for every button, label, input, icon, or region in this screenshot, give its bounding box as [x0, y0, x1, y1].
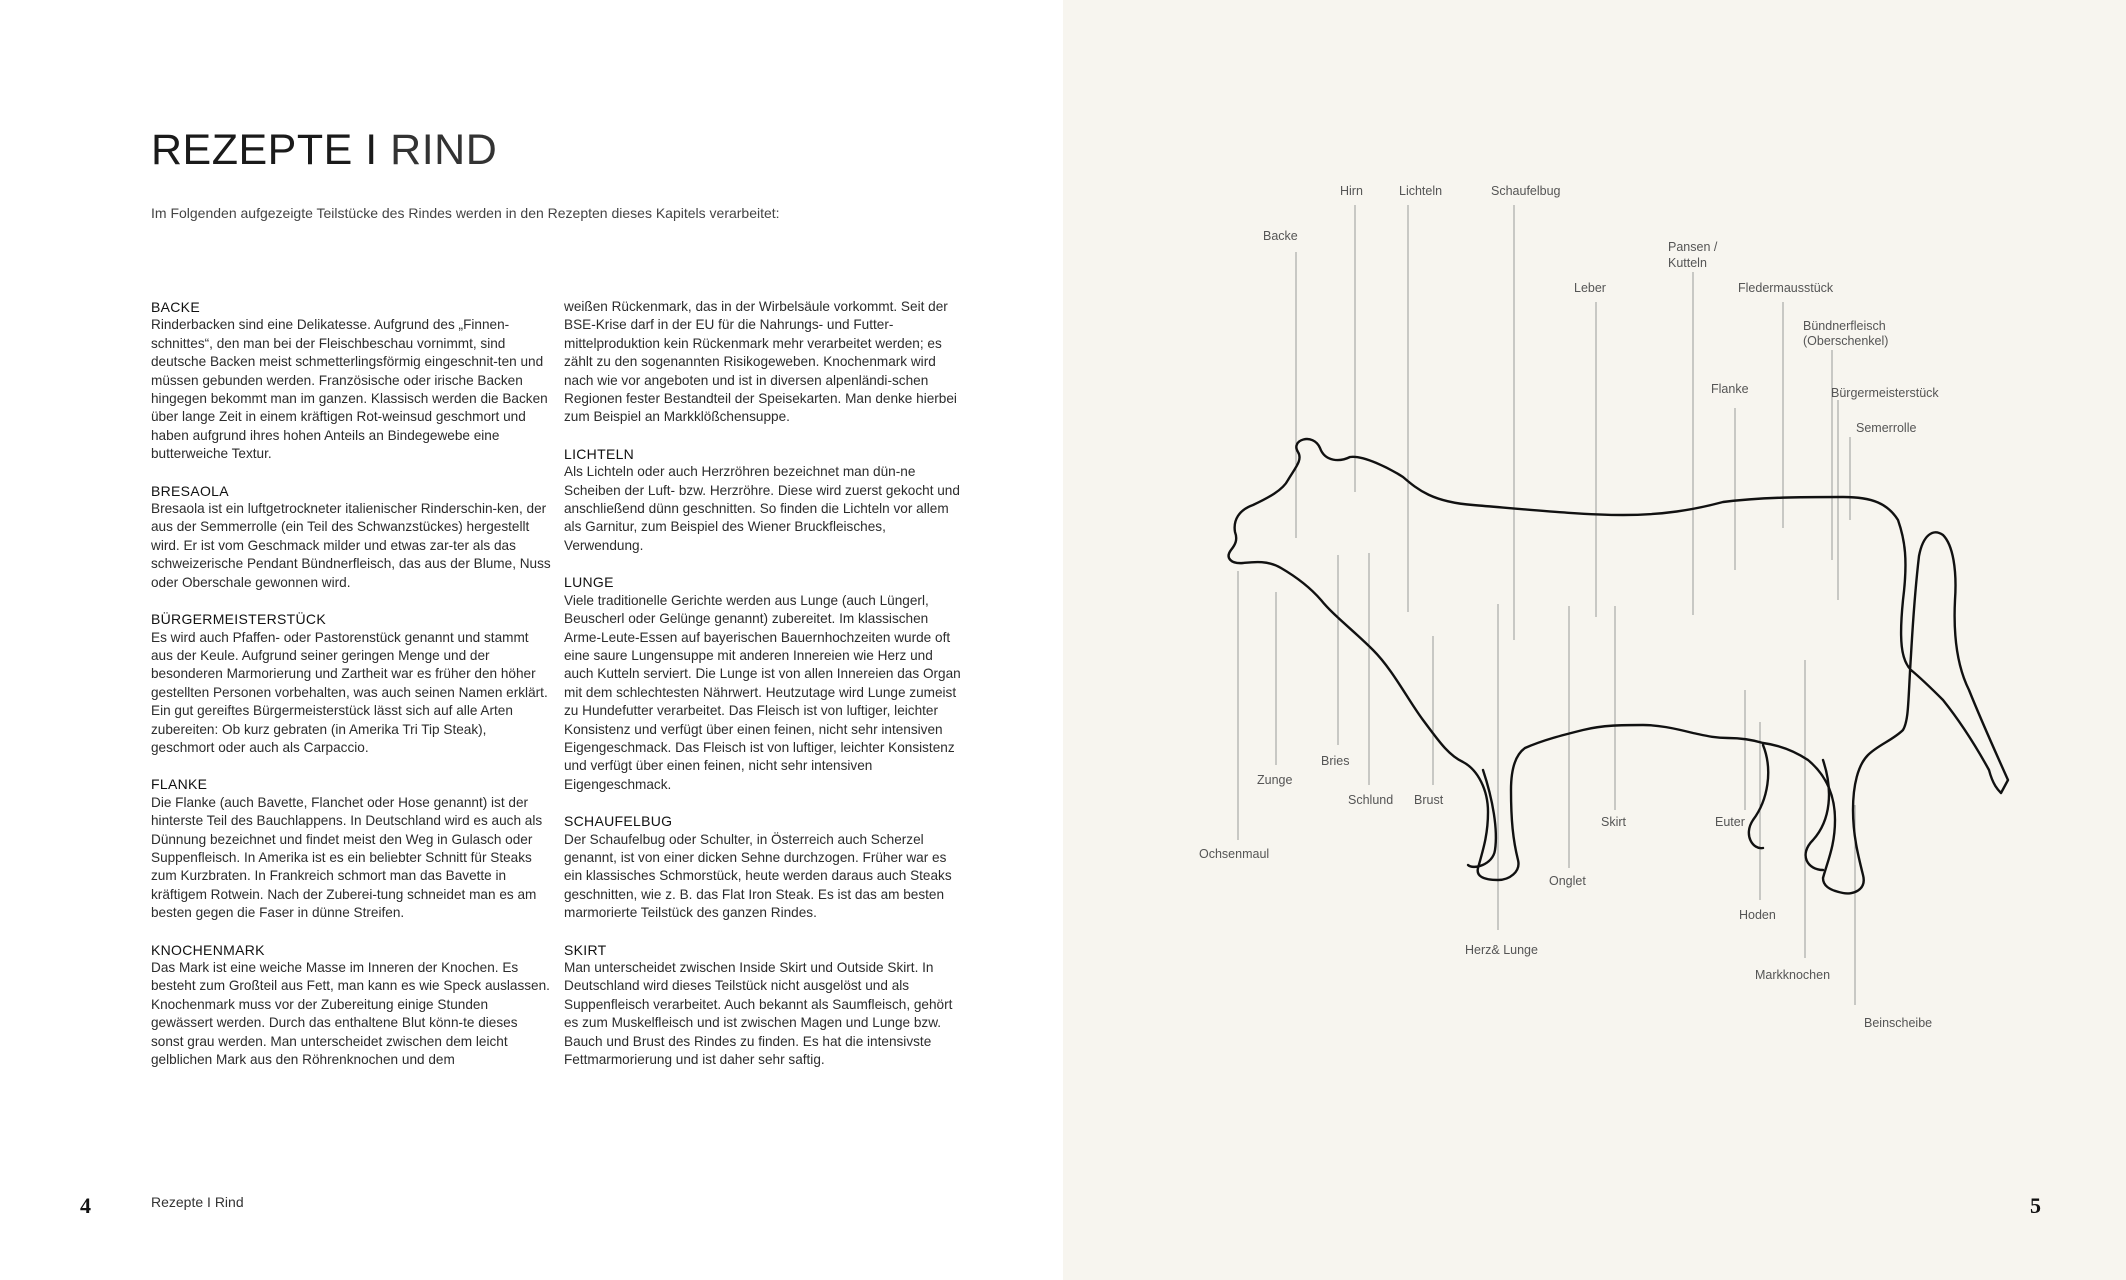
entry-title: BÜRGERMEISTERSTÜCK — [151, 611, 326, 628]
entry-text: Man unterscheidet zwischen Inside Skirt und Outside Skirt. In Deutschland wird dieses Teilstück nicht ausgelöst und als Suppenfleisch verarbeitet. Auch bekannt als Saumfleisch, gehört es zum Muskelfleisch und ist zwischen Magen und Lunge bzw. Bauch und Brust des Rindes zu finden. Es hat die intensivste Fettmarmorierung und ist daher sehr saftig. — [564, 960, 953, 1068]
title-main: REZEPTE — [151, 126, 353, 174]
label-backe: Backe — [1263, 229, 1298, 243]
label-flanke: Flanke — [1711, 382, 1749, 396]
label-hoden: Hoden — [1739, 908, 1776, 922]
title-sub: RIND — [390, 126, 498, 174]
entry-title: LUNGE — [564, 574, 614, 591]
page-title — [151, 126, 497, 175]
entry-text: Das Mark ist eine weiche Masse im Inneren der Knochen. Es besteht zum Großteil aus Fett, man kann es wie Speck auslassen. Knochenmark muss vor der Zubereitung einige Stunden gewässert werden. Durch das enthaltene Blut könn-te dieses sonst grau werden. Man unterscheidet zwischen dem leicht gelblichen Mark aus den Röhrenknochen und dem — [151, 960, 550, 1068]
continued-text: weißen Rückenmark, das in der Wirbelsäule vorkommt. Seit der BSE-Krise darf in der EU für die Nahrungs- und Futter-mittelproduktion kein Rückenmark mehr verarbeitet werden; es zählt zu den sogenannten Risikogeweben. Knochenmark wird nach wie vor angeboten und ist in diversen alpenländi-schen Regionen fester Bestandteil der Speisekarten. Man denke hierbei zum Beispiel an Markklößchensuppe. — [564, 299, 957, 425]
leader-lines — [1238, 205, 1855, 1005]
page-number-left: 4 — [80, 1193, 91, 1218]
label-schlund: Schlund — [1348, 793, 1394, 807]
label-euter: Euter — [1715, 815, 1745, 829]
label-pansen-1: Pansen / — [1668, 240, 1718, 254]
right-page — [1063, 0, 2126, 1280]
entry-text: Bresaola ist ein luftgetrockneter italienischer Rinderschin-ken, der aus der Semmerrolle (ein Teil des Schwanzstückes) hergestellt wird. Er ist vom Geschmack milder und etwas zar-ter als das schweizerische Pendant Bündnerfleisch, das aus der Blume, Nuss oder Oberschale gewonnen wird. — [151, 501, 551, 590]
label-lichteln: Lichteln — [1399, 184, 1443, 198]
entry-knochenmark — [151, 941, 551, 1070]
entry-lichteln — [564, 445, 964, 555]
intro-text: Im Folgenden aufgezeigte Teilstücke des Rindes werden in den Rezepten dieses Kapitels verarbeitet: — [151, 205, 780, 221]
entry-title: SKIRT — [564, 941, 607, 958]
label-hirn: Hirn — [1340, 184, 1363, 198]
label-markknochen: Markknochen — [1755, 968, 1831, 982]
text-column-left — [151, 298, 551, 1087]
running-title: Rezepte I Rind — [151, 1194, 244, 1210]
label-buergermeisterstueck: Bürgermeisterstück — [1831, 386, 1939, 400]
entry-title: SCHAUFELBUG — [564, 813, 673, 830]
label-bries: Bries — [1321, 754, 1350, 768]
label-leber: Leber — [1574, 281, 1606, 295]
entry-backe — [151, 298, 551, 464]
entry-skirt — [564, 941, 964, 1070]
entry-text: Rinderbacken sind eine Delikatesse. Aufgrund des „Finnen-schnittes“, den man bei der Fleischbeschau vornimmt, sind deutsche Backen meist schmetterlingsförmig eingeschnit-ten und müssen gebunden werden. Französische oder irische Backen hingegen bekommt man im ganzen. Klassisch werden die Backen über lange Zeit in einem kräftigen Rot-weinsud geschmort und haben aufgrund ihres hohen Anteils an Bindegewebe eine butterweiche Textur. — [151, 317, 548, 462]
beef-cuts-diagram — [1063, 0, 2126, 1280]
entry-text: Die Flanke (auch Bavette, Flanchet oder Hose genannt) ist der hinterste Teil des Bauchlappens. In Deutschland wird es auch als Dünnung bezeichnet und findet meist den Weg in Gulasch oder Suppenfleisch. In Amerika ist es ein beliebter Schnitt für Steaks zum Kurzbraten. In Frankreich schmort man das Bavette in kräftigem Rotwein. Nach der Zuberei-tung schneidet man es am besten gegen die Faser in dünne Streifen. — [151, 794, 543, 921]
label-skirt: Skirt — [1601, 815, 1626, 829]
entry-schaufelbug — [564, 812, 964, 922]
entry-title: FLANKE — [151, 776, 208, 793]
label-beinscheibe: Beinscheibe — [1864, 1016, 1933, 1030]
entry-title: KNOCHENMARK — [151, 941, 265, 958]
entry-lunge — [564, 573, 964, 794]
label-fledermausstueck: Fledermausstück — [1738, 281, 1834, 295]
entry-title: LICHTELN — [564, 445, 635, 462]
entry-text: Viele traditionelle Gerichte werden aus Lunge (auch Lüngerl, Beuscherl oder Gelünge genannt) zubereitet. Im klassischen Arme-Leute-Essen auf bayerischen Bauernhochzeiten wurde oft eine saure Lungensuppe mit anderen Innereien wie Herz und auch Kutteln serviert. Die Lunge ist von allen Innereien das Organ mit dem schlechtesten Nährwert. Heutzutage wird Lunge zumeist zu Hundefutter verarbeitet. Das Fleisch ist von luftiger, leichter Konsistenz und verfügt über einen feinen, nicht sehr intensiven Eigengeschmack. Das Fleisch ist von luftiger, leichter Konsistenz und verfügt über einen feinen, nicht sehr intensiven Eigengeschmack. — [564, 592, 961, 792]
label-herz-lunge: Herz& Lunge — [1465, 943, 1538, 957]
entry-bresaola — [151, 482, 551, 592]
label-onglet: Onglet — [1549, 874, 1586, 888]
label-buendnerfleisch-1: Bündnerfleisch — [1803, 319, 1886, 333]
entry-title: BRESAOLA — [151, 482, 229, 499]
label-brust: Brust — [1414, 793, 1444, 807]
page-number-right: 5 — [2030, 1193, 2041, 1218]
cow-inner-leg-rear-2 — [1749, 745, 1768, 848]
label-zunge: Zunge — [1257, 773, 1293, 787]
entry-text: Der Schaufelbug oder Schulter, in Österreich auch Scherzel genannt, ist von einer dicken Sehne durchzogen. Früher war es ein klassisches Schmorstück, heute werden daraus auch Steaks geschnitten, wie z. B. das Flat Iron Steak. Es ist das am besten marmorierte Teilstück des ganzen Rindes. — [564, 831, 952, 921]
label-semerrolle: Semerrolle — [1856, 421, 1917, 435]
text-column-right — [564, 298, 964, 1087]
label-schaufelbug: Schaufelbug — [1491, 184, 1561, 198]
entry-text: Es wird auch Pfaffen- oder Pastorenstück genannt und stammt aus der Keule. Aufgrund seiner geringen Menge und der besonderen Marmorierung und Zartheit war es früher den höher gestellten Personen vorbehalten, was auch seinen Namen erklärt. Ein gut gereiftes Bürgermeisterstück lässt sich auf alle Arten zubereiten: Ob kurz gebraten (in Amerika Tri Tip Steak), geschmort oder auch als Carpaccio. — [151, 629, 548, 755]
label-buendnerfleisch-2: (Oberschenkel) — [1803, 334, 1889, 348]
cow-inner-leg-rear — [1806, 760, 1829, 870]
entry-text: Als Lichteln oder auch Herzröhren bezeichnet man dün-ne Scheiben der Luft- bzw. Herzröhre. Diese wird zuerst gekocht und anschließend dünn geschnitten. So finden die Lichteln vor allem als Garnitur, zum Beispiel des Wiener Bruckfleisches, Verwendung. — [564, 464, 960, 553]
label-ochsenmaul: Ochsenmaul — [1199, 847, 1270, 861]
title-separator: I — [365, 126, 378, 174]
entry-title: BACKE — [151, 299, 200, 315]
entry-buergermeisterstueck — [151, 610, 551, 757]
entry-flanke — [151, 775, 551, 922]
label-pansen-2: Kutteln — [1668, 256, 1707, 270]
